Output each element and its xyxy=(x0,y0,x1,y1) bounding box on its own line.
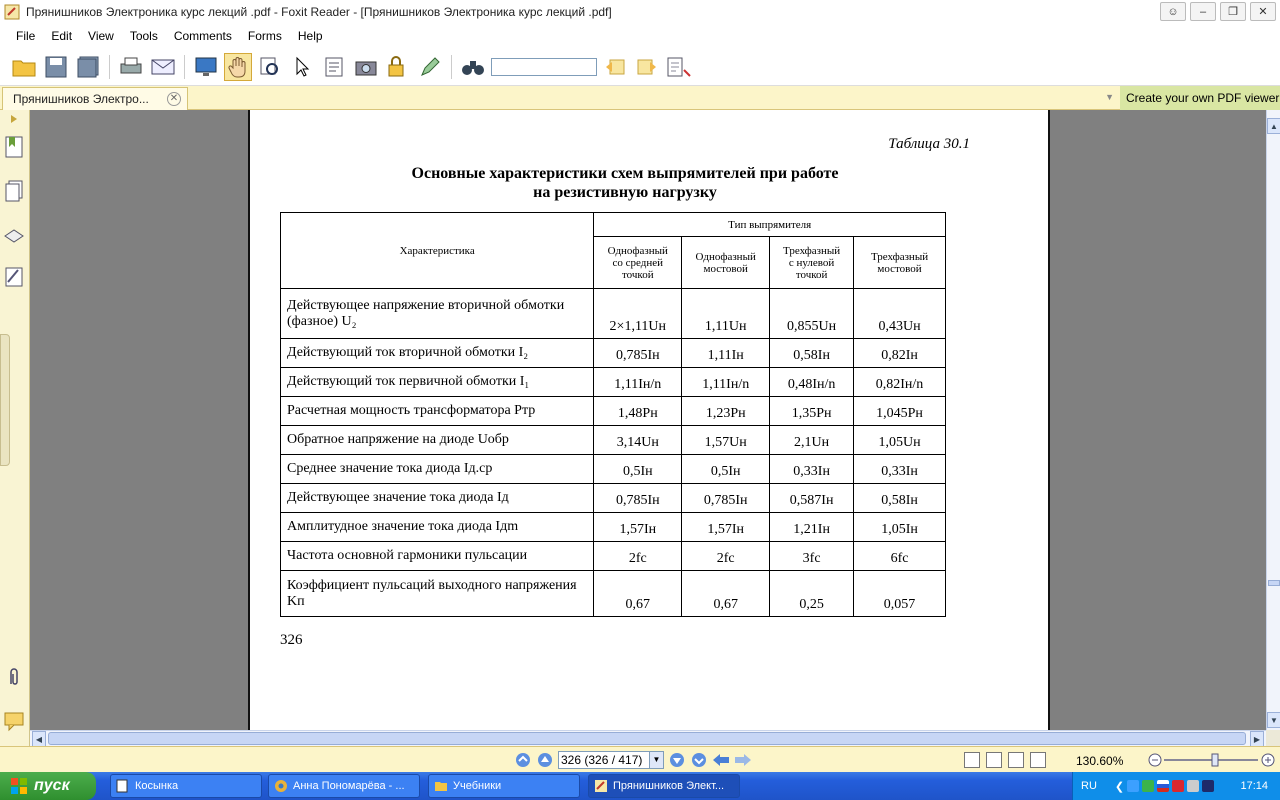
cell-value: 0,785Iн xyxy=(594,339,682,368)
column-header-line: Однофазный xyxy=(695,250,756,263)
row-label: Расчетная мощность трансформатора Pтр xyxy=(281,397,594,426)
navigation-panel xyxy=(0,110,30,750)
taskbar-item-solitaire[interactable] xyxy=(110,774,262,798)
table-row xyxy=(281,289,946,339)
table-row xyxy=(281,397,946,426)
open-folder-button[interactable] xyxy=(10,53,38,81)
arrow-left-icon xyxy=(712,752,730,768)
arrow-down-icon xyxy=(669,752,685,768)
security-icon[interactable] xyxy=(1142,780,1154,792)
menu-view[interactable]: View xyxy=(88,29,114,43)
cell-value: 1,35Pн xyxy=(770,397,854,426)
zoom-slider[interactable] xyxy=(1148,752,1276,768)
save-button[interactable] xyxy=(42,53,70,81)
windows-taskbar xyxy=(0,772,1280,800)
star-tray-icon[interactable] xyxy=(1202,780,1214,792)
cell-value: 0,43Uн xyxy=(854,289,946,339)
cell-value: 3,14Uн xyxy=(594,426,682,455)
forward-button[interactable] xyxy=(734,751,752,769)
column-header-line: мостовой xyxy=(703,262,748,275)
start-button[interactable] xyxy=(0,772,96,800)
table-caption: Таблица 30.1 xyxy=(888,136,970,152)
column-header-line: с нулевой xyxy=(788,256,835,269)
page-number: 326 xyxy=(280,632,303,648)
cell-value: 1,05Uн xyxy=(854,426,946,455)
cell-value: 0,82Iн/n xyxy=(854,368,946,397)
table-row xyxy=(281,484,946,513)
rectifier-table xyxy=(280,212,946,617)
cell-value: 0,587Iн xyxy=(770,484,854,513)
lock-rms-icon xyxy=(385,56,411,78)
back-button[interactable] xyxy=(712,751,730,769)
close-tab-icon[interactable]: ✕ xyxy=(167,92,181,106)
document-search-icon xyxy=(666,56,692,78)
table-row xyxy=(281,339,946,368)
ad-banner-text: Create your own PDF viewer xyxy=(1126,91,1280,105)
menu-edit[interactable]: Edit xyxy=(51,29,73,43)
network-icon[interactable] xyxy=(1127,780,1139,792)
menu-forms[interactable]: Forms xyxy=(247,29,282,43)
cell-value: 1,48Pн xyxy=(594,397,682,426)
continuous-view-button[interactable] xyxy=(986,752,1002,768)
document-tab-label: Прянишников Электро... xyxy=(13,92,149,106)
cell-value: 2fс xyxy=(594,542,682,571)
find-next-button[interactable] xyxy=(633,53,661,81)
cell-value: 1,05Iн xyxy=(854,513,946,542)
ad-banner[interactable] xyxy=(1120,86,1280,110)
page-dropdown-icon[interactable]: ▼ xyxy=(649,752,663,768)
zoom-level[interactable]: 130.60% xyxy=(1076,754,1124,768)
header-type: Тип выпрямителя xyxy=(594,213,946,237)
select-tool-button[interactable] xyxy=(288,53,316,81)
text-select-icon xyxy=(324,56,344,78)
scroll-up-icon[interactable]: ▲ xyxy=(1267,118,1280,134)
column-header-line: точкой xyxy=(795,268,828,281)
cell-value: 0,58Iн xyxy=(854,484,946,513)
document-viewport[interactable] xyxy=(30,110,1266,730)
table-title-line: Основные характеристики схем выпрямителей при работе xyxy=(411,165,839,182)
row-label: Частота основной гармоники пульсации xyxy=(281,542,594,571)
last-page-button[interactable] xyxy=(690,751,708,769)
tab-list-dropdown-icon[interactable]: ▼ xyxy=(1105,92,1114,102)
language-indicator[interactable]: RU xyxy=(1081,780,1097,792)
cell-value: 1,21Iн xyxy=(770,513,854,542)
minimize-button[interactable]: – xyxy=(1190,2,1216,21)
cell-value: 1,11Iн xyxy=(682,339,770,368)
cell-value: 0,67 xyxy=(594,571,682,617)
cell-value: 0,5Iн xyxy=(594,455,682,484)
browser-icon xyxy=(274,779,288,793)
menu-tools[interactable]: Tools xyxy=(129,29,158,43)
facing-view-button[interactable] xyxy=(1008,752,1024,768)
window-title: Прянишников Электроника курс лекций .pdf - Foxit Reader - [Прянишников Электроника курс лекций .pdf] xyxy=(26,5,612,19)
column-header xyxy=(854,237,946,289)
title-bar xyxy=(0,0,1280,24)
rms-button[interactable] xyxy=(384,53,412,81)
help-window-button[interactable]: ☺ xyxy=(1160,2,1186,21)
column-header-line: Однофазный xyxy=(607,244,668,257)
cell-value: 1,57Uн xyxy=(682,426,770,455)
cell-value: 0,67 xyxy=(682,571,770,617)
taskbar-item-browser[interactable] xyxy=(268,774,420,798)
menu-file[interactable]: File xyxy=(16,29,36,43)
printer-icon xyxy=(119,56,143,78)
system-tray xyxy=(1072,772,1280,800)
typewriter-button[interactable] xyxy=(416,53,444,81)
scroll-down-icon[interactable]: ▼ xyxy=(1267,712,1280,728)
cell-value: 0,25 xyxy=(770,571,854,617)
arrow-right-icon xyxy=(734,752,752,768)
page-layout-buttons xyxy=(964,752,1046,768)
menu-comments[interactable]: Comments xyxy=(173,29,232,43)
clock: 17:14 xyxy=(1240,780,1268,792)
tray-expand-icon[interactable]: ❮ xyxy=(1114,780,1125,793)
vertical-scroll-thumb[interactable] xyxy=(1268,580,1280,586)
cell-value: 2fс xyxy=(682,542,770,571)
table-row xyxy=(281,571,946,617)
arrow-up-icon xyxy=(537,752,553,768)
row-label: Коэффициент пульсаций выходного напряжения Kп xyxy=(281,571,594,617)
search-options-button[interactable] xyxy=(665,53,693,81)
table-body xyxy=(281,289,946,617)
cell-value: 3fс xyxy=(770,542,854,571)
find-button[interactable] xyxy=(459,53,487,81)
taskbar-item-foxit[interactable] xyxy=(588,774,740,798)
pages-icon[interactable] xyxy=(4,180,24,202)
email-button[interactable] xyxy=(149,53,177,81)
column-header xyxy=(594,237,682,289)
comments-panel-icon[interactable] xyxy=(4,266,24,288)
attachment-icon[interactable] xyxy=(4,666,24,688)
table-row xyxy=(281,542,946,571)
row-label: Обратное напряжение на диоде Uобр xyxy=(281,426,594,455)
hand-tool-button[interactable] xyxy=(224,53,252,81)
pdf-page xyxy=(248,110,1050,730)
layers-icon[interactable] xyxy=(4,224,24,246)
cell-value: 1,23Pн xyxy=(682,397,770,426)
row-label: Действующее значение тока диода Iд xyxy=(281,484,594,513)
menu-bar xyxy=(0,24,1280,48)
envelope-icon xyxy=(151,58,175,76)
cell-value: 0,33Iн xyxy=(854,455,946,484)
first-page-button[interactable] xyxy=(514,751,532,769)
cell-value: 2×1,11Uн xyxy=(594,289,682,339)
close-window-button[interactable]: ✕ xyxy=(1250,2,1276,21)
find-previous-icon xyxy=(604,57,626,77)
cell-value: 0,48Iн/n xyxy=(770,368,854,397)
first-page-icon xyxy=(515,752,531,768)
fullscreen-button[interactable] xyxy=(192,53,220,81)
cell-value: 1,57Iн xyxy=(594,513,682,542)
antivirus-icon[interactable] xyxy=(1172,780,1184,792)
toolbar-separator xyxy=(451,55,452,79)
table-title-line: на резистивную нагрузку xyxy=(533,184,717,201)
monitor-icon xyxy=(194,56,218,78)
snapshot-button[interactable] xyxy=(352,53,380,81)
page-number-value: 326 (326 / 417) xyxy=(561,753,643,767)
cell-value: 0,82Iн xyxy=(854,339,946,368)
bookmarks-icon[interactable] xyxy=(4,136,24,158)
scroll-left-icon[interactable]: ◀ xyxy=(32,731,46,747)
horizontal-scrollbar[interactable] xyxy=(30,730,1266,746)
taskbar-item-label: Учебники xyxy=(453,780,502,792)
document-tab[interactable] xyxy=(2,87,188,110)
cell-value: 1,11Iн/n xyxy=(682,368,770,397)
cell-value: 1,57Iн xyxy=(682,513,770,542)
row-label: Среднее значение тока диода Iд.ср xyxy=(281,455,594,484)
toolbar-separator xyxy=(109,55,110,79)
table-row xyxy=(281,426,946,455)
single-page-view-button[interactable] xyxy=(964,752,980,768)
header-characteristic: Характеристика xyxy=(281,213,594,289)
find-previous-button[interactable] xyxy=(601,53,629,81)
page-number-field[interactable] xyxy=(558,751,664,769)
hand-icon xyxy=(228,56,248,78)
cell-value: 0,785Iн xyxy=(594,484,682,513)
expand-panel-icon[interactable] xyxy=(9,114,19,124)
toolbar-separator xyxy=(184,55,185,79)
column-header-line: Трехфазный xyxy=(870,250,929,263)
cell-value: 1,11Iн/n xyxy=(594,368,682,397)
row-label: Действующий ток первичной обмотки I₁ xyxy=(281,368,594,397)
horizontal-scroll-thumb[interactable] xyxy=(48,732,1246,745)
foxit-app-icon xyxy=(4,4,20,20)
table-row xyxy=(281,455,946,484)
column-header xyxy=(770,237,854,289)
cell-value: 0,33Iн xyxy=(770,455,854,484)
row-label: Действующий ток вторичной обмотки I₂ xyxy=(281,339,594,368)
vertical-scrollbar[interactable] xyxy=(1266,110,1280,730)
cell-value: 0,5Iн xyxy=(682,455,770,484)
magnifier-page-icon xyxy=(259,56,281,78)
column-header-line: точкой xyxy=(622,268,654,281)
column-header-line: мостовой xyxy=(877,262,922,275)
previous-page-button[interactable] xyxy=(536,751,554,769)
foxit-app-icon xyxy=(594,779,608,793)
start-label: пуск xyxy=(34,777,70,794)
folder-icon xyxy=(434,779,448,793)
row-label: Действующее напряжение вторичной обмотки (фазное) U₂ xyxy=(281,289,594,339)
table-title xyxy=(280,164,970,202)
floppy-stack-icon xyxy=(77,56,99,78)
windows-logo-icon xyxy=(10,777,28,795)
column-header xyxy=(682,237,770,289)
menu-help[interactable]: Help xyxy=(297,29,323,43)
pen-icon xyxy=(419,56,441,78)
restore-button[interactable]: ❐ xyxy=(1220,2,1246,21)
row-label: Амплитудное значение тока диода Iдm xyxy=(281,513,594,542)
panel-splitter-handle[interactable] xyxy=(0,334,10,466)
status-bar xyxy=(0,746,1280,772)
comment-bubble-icon[interactable] xyxy=(4,710,24,732)
cards-icon xyxy=(116,779,130,793)
next-page-button[interactable] xyxy=(668,751,686,769)
save-as-button[interactable] xyxy=(74,53,102,81)
toolbar xyxy=(0,48,1280,86)
camera-icon xyxy=(355,58,377,76)
taskbar-item-label: Косынка xyxy=(135,780,179,792)
last-page-icon xyxy=(691,752,707,768)
cell-value: 6fс xyxy=(854,542,946,571)
select-text-button[interactable] xyxy=(320,53,348,81)
cell-value: 0,057 xyxy=(854,571,946,617)
column-header-line: Трехфазный xyxy=(783,244,841,257)
russian-flag-icon[interactable] xyxy=(1157,780,1169,792)
binoculars-icon xyxy=(461,57,485,77)
table-row xyxy=(281,368,946,397)
table-row xyxy=(281,513,946,542)
continuous-facing-view-button[interactable] xyxy=(1030,752,1046,768)
taskbar-item-label: Анна Пономарёва - ... xyxy=(293,780,405,792)
find-input[interactable] xyxy=(491,58,597,76)
find-next-icon xyxy=(636,57,658,77)
column-header-line: со средней xyxy=(612,256,664,269)
cell-value: 0,58Iн xyxy=(770,339,854,368)
tab-bar xyxy=(0,86,1280,110)
print-button[interactable] xyxy=(117,53,145,81)
floppy-icon xyxy=(45,56,67,78)
zoom-tool-button[interactable] xyxy=(256,53,284,81)
taskbar-item-label: Прянишников Элект... xyxy=(613,780,725,792)
cell-value: 2,1Uн xyxy=(770,426,854,455)
folder-icon xyxy=(12,57,36,77)
cell-value: 0,855Uн xyxy=(770,289,854,339)
cell-value: 1,045Pн xyxy=(854,397,946,426)
taskbar-item-folder[interactable] xyxy=(428,774,580,798)
cell-value: 0,785Iн xyxy=(682,484,770,513)
scroll-right-icon[interactable]: ▶ xyxy=(1250,731,1264,747)
page-navigation xyxy=(514,751,752,769)
arrow-cursor-icon xyxy=(294,56,310,78)
cell-value: 1,11Uн xyxy=(682,289,770,339)
volume-icon[interactable] xyxy=(1187,780,1199,792)
